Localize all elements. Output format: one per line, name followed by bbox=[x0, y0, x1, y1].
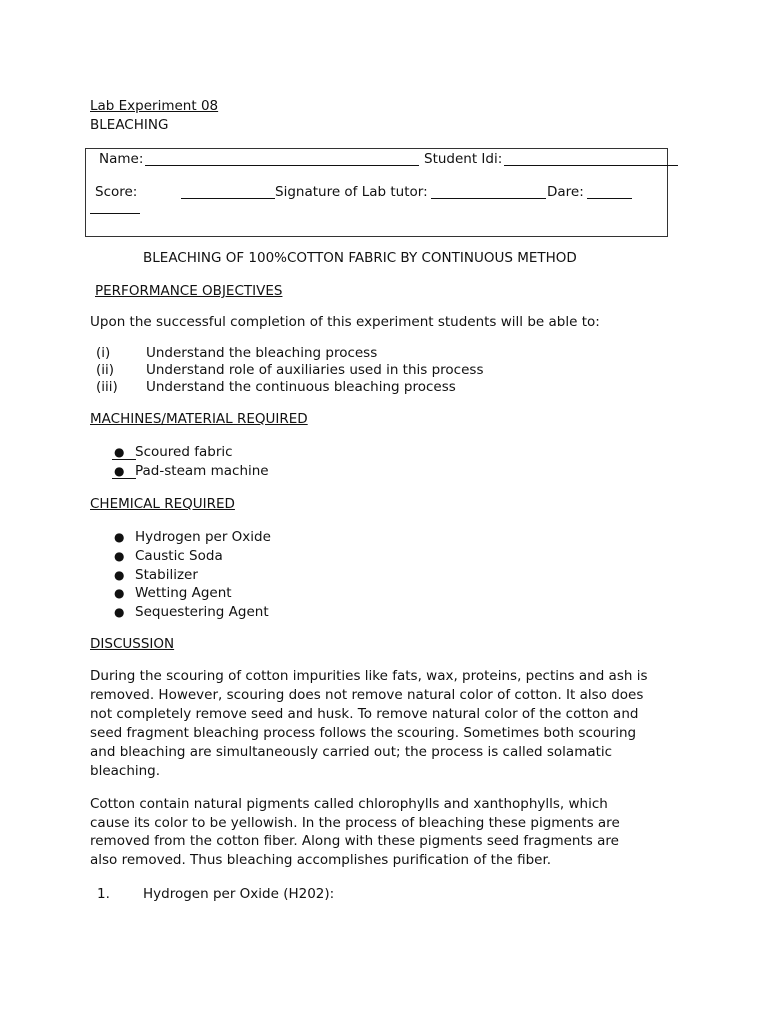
discussion-line: seed fragment bleaching process follows the scouring. Sometimes both scouring bbox=[90, 725, 637, 741]
objective-number: (ii) bbox=[96, 362, 115, 378]
bullet-icon: ● bbox=[114, 605, 125, 619]
chemical-item: Caustic Soda bbox=[135, 548, 223, 564]
student-id-field-line[interactable] bbox=[504, 165, 678, 166]
chemicals-heading: CHEMICAL REQUIRED bbox=[90, 496, 235, 512]
bullet-underline bbox=[112, 459, 136, 460]
date-field-line-continued[interactable] bbox=[90, 213, 140, 214]
machine-item: Pad-steam machine bbox=[135, 463, 269, 479]
bullet-underline bbox=[112, 478, 136, 479]
objectives-heading: PERFORMANCE OBJECTIVES bbox=[95, 283, 283, 299]
machine-item: Scoured fabric bbox=[135, 444, 233, 460]
discussion-line: and bleaching are simultaneously carried out; the process is called solamatic bbox=[90, 744, 613, 760]
chemical-item: Hydrogen per Oxide bbox=[135, 529, 271, 545]
name-field-line[interactable] bbox=[145, 165, 419, 166]
date-field-line[interactable] bbox=[587, 198, 632, 199]
objective-number: (iii) bbox=[96, 379, 118, 395]
score-field-line[interactable] bbox=[181, 198, 275, 199]
chemical-item: Wetting Agent bbox=[135, 585, 232, 601]
discussion-line: Cotton contain natural pigments called chlorophylls and xanthophylls, which bbox=[90, 796, 608, 812]
student-id-label: Student Idi: bbox=[424, 151, 503, 167]
bullet-icon: ● bbox=[114, 586, 125, 600]
objective-text: Understand role of auxiliaries used in this process bbox=[146, 362, 484, 378]
objectives-intro: Upon the successful completion of this experiment students will be able to: bbox=[90, 314, 600, 330]
bullet-icon: ● bbox=[114, 464, 125, 478]
discussion-line: bleaching. bbox=[90, 763, 161, 779]
chemical-item: Sequestering Agent bbox=[135, 604, 269, 620]
objective-text: Understand the bleaching process bbox=[146, 345, 378, 361]
bullet-icon: ● bbox=[114, 445, 125, 459]
bullet-icon: ● bbox=[114, 530, 125, 544]
bullet-icon: ● bbox=[114, 568, 125, 582]
bullet-icon: ● bbox=[114, 549, 125, 563]
score-label: Score: bbox=[95, 184, 138, 200]
discussion-line: During the scouring of cotton impurities like fats, wax, proteins, pectins and ash is bbox=[90, 668, 648, 684]
date-label: Dare: bbox=[547, 184, 584, 200]
discussion-line: removed from the cotton fiber. Along with these pigments seed fragments are bbox=[90, 833, 619, 849]
discussion-line: cause its color to be yellowish. In the process of bleaching these pigments are bbox=[90, 815, 620, 831]
discussion-line: not completely remove seed and husk. To remove natural color of the cotton and bbox=[90, 706, 639, 722]
signature-label: Signature of Lab tutor: bbox=[275, 184, 428, 200]
machines-heading: MACHINES/MATERIAL REQUIRED bbox=[90, 411, 308, 427]
chemical-item: Stabilizer bbox=[135, 567, 198, 583]
main-title: BLEACHING OF 100%COTTON FABRIC BY CONTINUOUS METHOD bbox=[143, 250, 577, 266]
signature-field-line[interactable] bbox=[431, 198, 546, 199]
objective-text: Understand the continuous bleaching process bbox=[146, 379, 456, 395]
subtitle: BLEACHING bbox=[90, 117, 169, 133]
discussion-heading: DISCUSSION bbox=[90, 636, 175, 652]
name-label: Name: bbox=[99, 151, 144, 167]
numbered-item-text: Hydrogen per Oxide (H202): bbox=[143, 886, 335, 902]
numbered-item-number: 1. bbox=[97, 886, 110, 902]
discussion-line: also removed. Thus bleaching accomplishes purification of the fiber. bbox=[90, 852, 552, 868]
objective-number: (i) bbox=[96, 345, 111, 361]
lab-title: Lab Experiment 08 bbox=[90, 98, 219, 114]
discussion-line: removed. However, scouring does not remove natural color of cotton. It also does bbox=[90, 687, 644, 703]
